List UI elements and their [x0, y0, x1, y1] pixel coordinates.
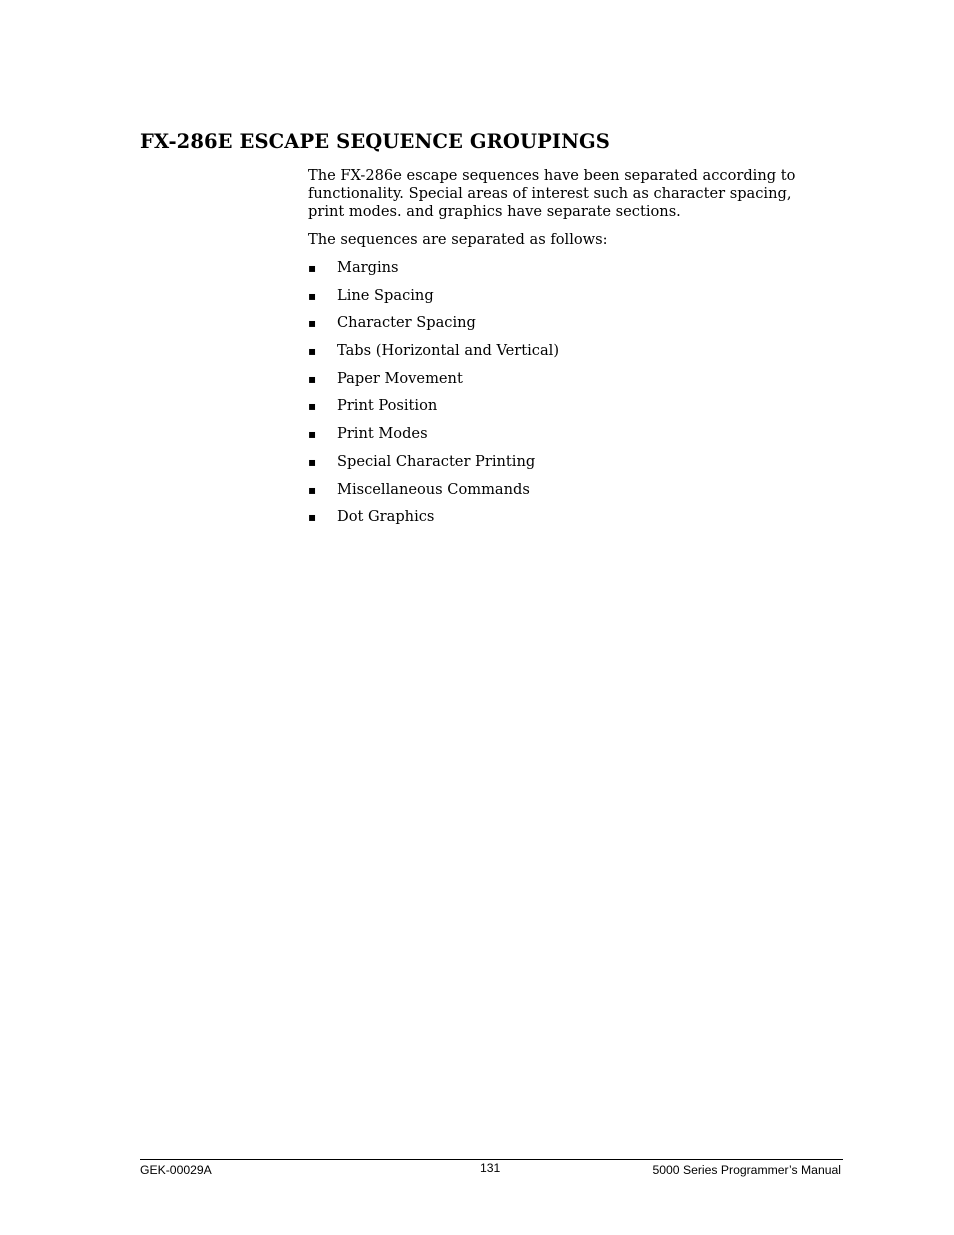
list-item	[308, 370, 818, 398]
bullet-icon: ▪	[308, 261, 317, 275]
bullet-icon: ▪	[308, 288, 317, 303]
intro-paragraph: The FX-286e escape sequences have been separated according to functionality. Special areas of interest such as character spacing, print modes. and graphics have separate sections.	[308, 167, 796, 220]
bullet-icon: ▪	[308, 316, 317, 331]
list-item	[308, 314, 818, 342]
list-item	[308, 481, 818, 509]
sequence-group-list	[308, 259, 818, 536]
list-item	[308, 397, 818, 425]
bullet-icon: ▪	[308, 371, 317, 386]
list-item-label: Miscellaneous Commands	[337, 480, 530, 498]
body-column	[308, 167, 818, 536]
bullet-icon: ▪	[308, 399, 317, 414]
list-intro: The sequences are separated as follows:	[308, 231, 608, 248]
list-item-label: Margins	[337, 259, 399, 276]
footer-doc-number: GEK-00029A	[140, 1163, 212, 1177]
list-item-label: Line Spacing	[337, 286, 434, 304]
bullet-icon: ▪	[308, 510, 317, 525]
bullet-icon: ▪	[308, 344, 317, 359]
footer-divider	[140, 1159, 843, 1160]
list-item-label: Dot Graphics	[337, 508, 435, 526]
list-item-label: Tabs (Horizontal and Vertical)	[337, 342, 560, 360]
list-item	[308, 259, 818, 287]
footer-page-number: 131	[480, 1161, 501, 1175]
page-title: FX-286E ESCAPE SEQUENCE GROUPINGS	[140, 130, 610, 153]
list-item	[308, 342, 818, 370]
list-item	[308, 453, 818, 481]
list-item	[308, 287, 818, 315]
bullet-icon: ▪	[308, 427, 317, 442]
list-item-label: Special Character Printing	[337, 452, 536, 470]
list-item-label: Print Position	[337, 397, 438, 415]
list-item-label: Character Spacing	[337, 314, 476, 332]
footer-manual-title: 5000 Series Programmer’s Manual	[652, 1163, 841, 1177]
bullet-icon: ▪	[308, 482, 317, 497]
list-item	[308, 425, 818, 453]
list-item-label: Print Modes	[337, 425, 428, 443]
list-item	[308, 508, 818, 536]
list-item-label: Paper Movement	[337, 369, 463, 387]
bullet-icon: ▪	[308, 454, 317, 469]
